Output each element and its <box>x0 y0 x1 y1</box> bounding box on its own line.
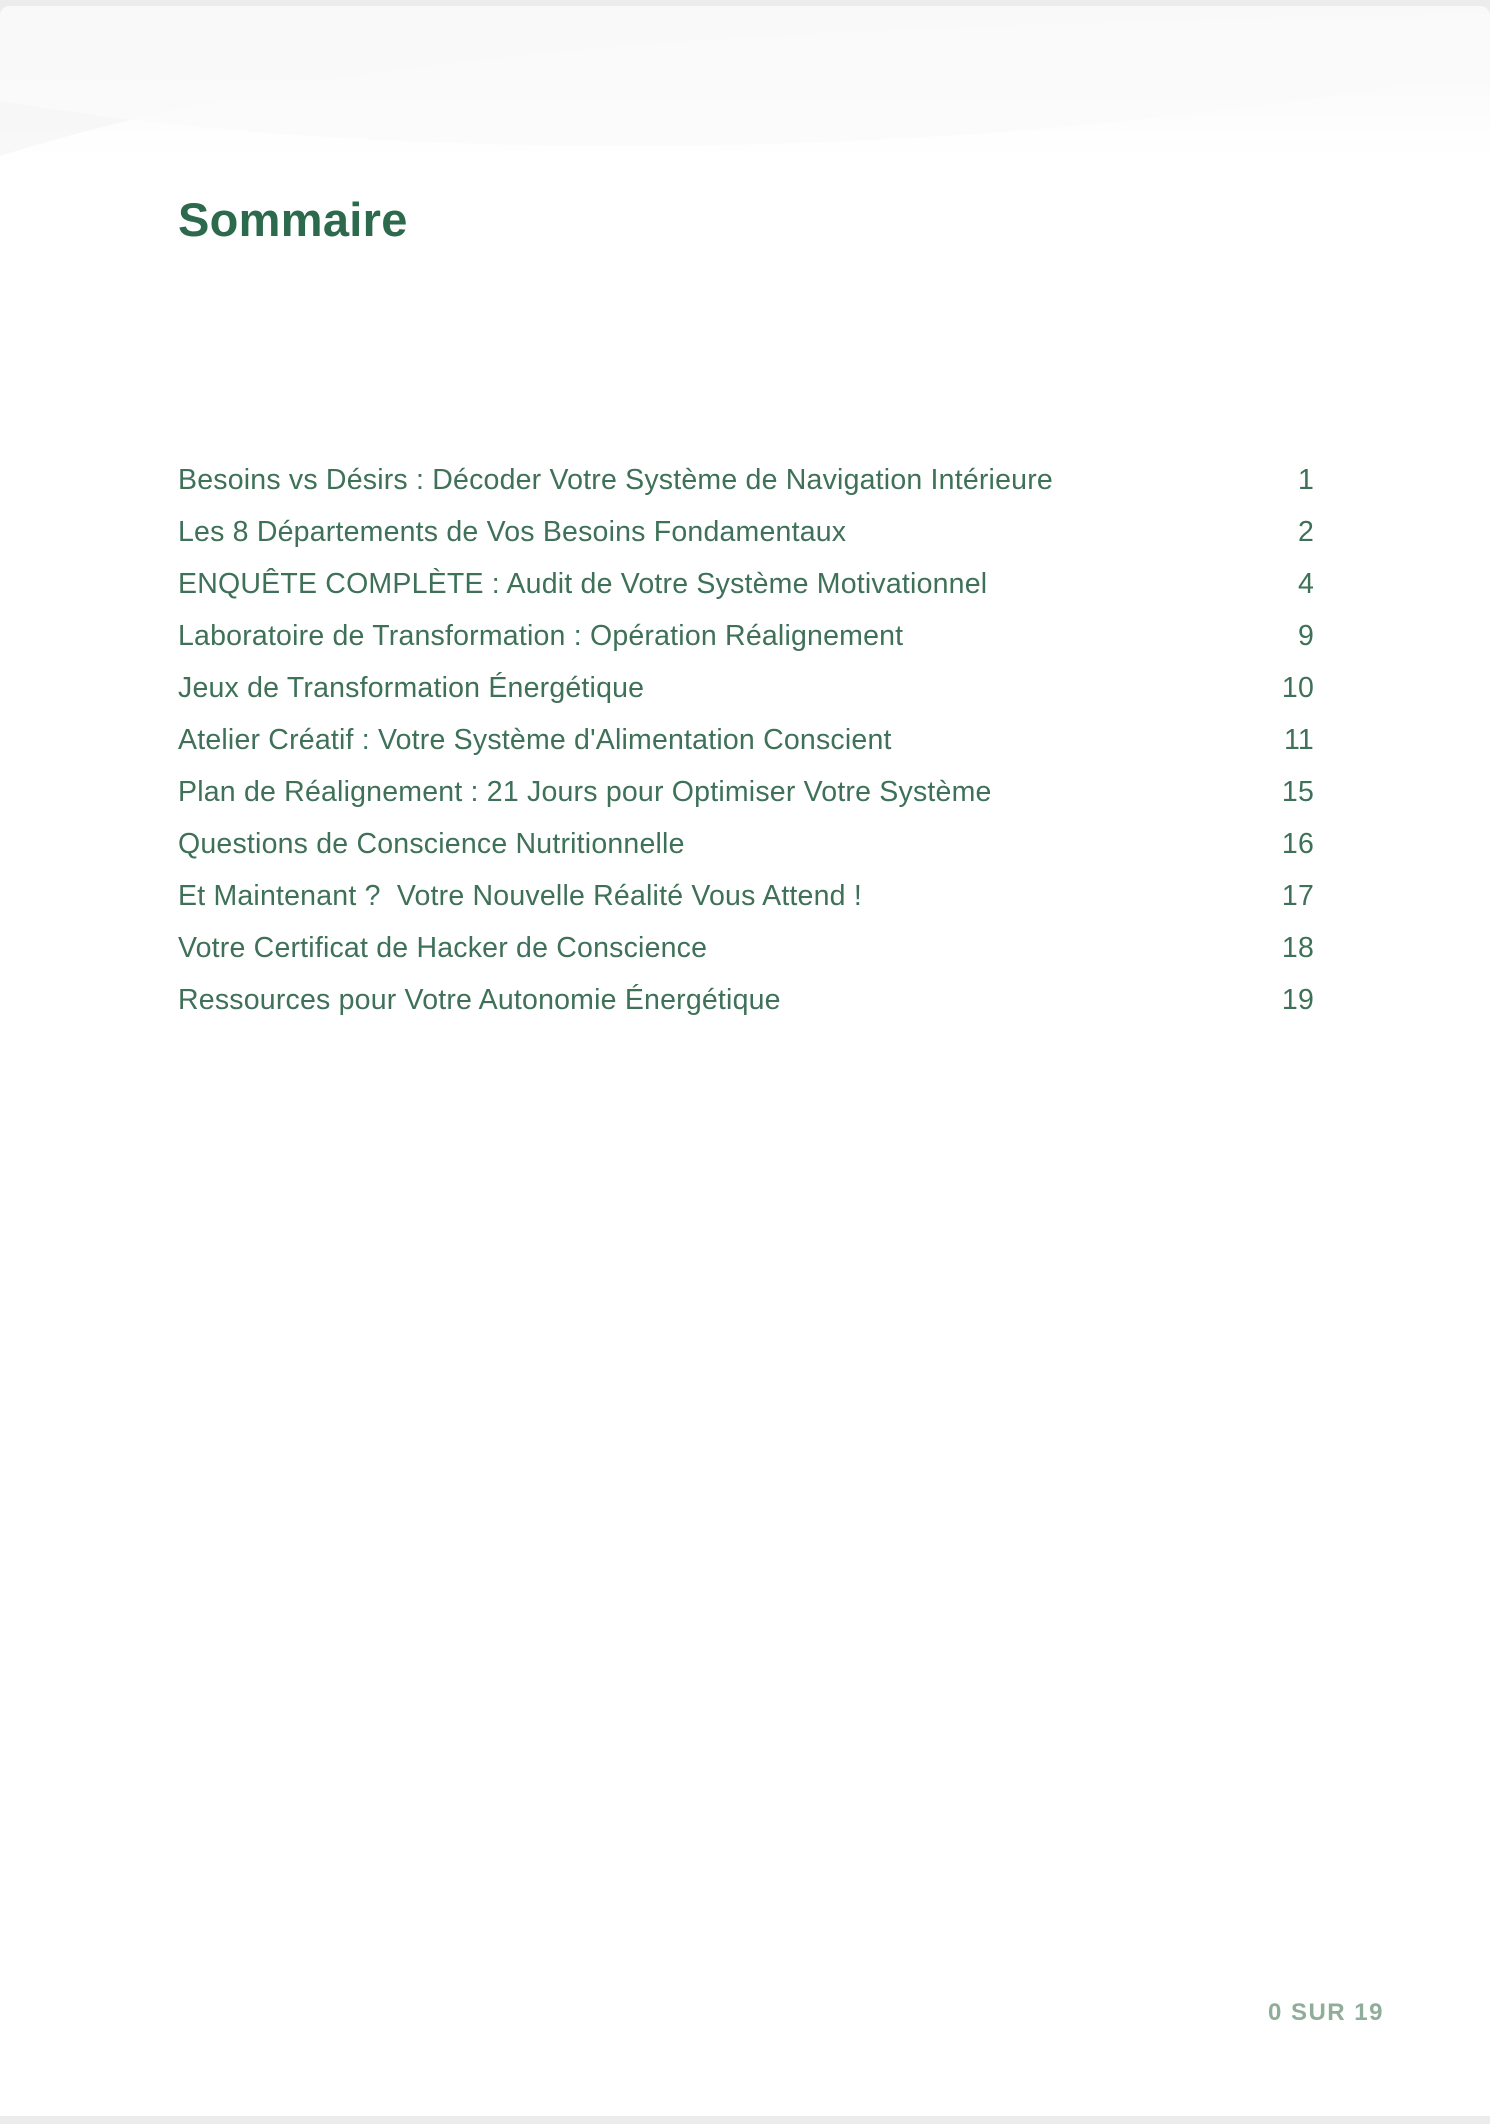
page-title: Sommaire <box>178 193 408 246</box>
toc-entry[interactable] <box>178 506 1314 558</box>
toc-entry[interactable] <box>178 454 1314 506</box>
toc-entry-title: Questions de Conscience Nutritionnelle <box>178 827 685 860</box>
toc-entry-page-number: 2 <box>1297 515 1314 548</box>
toc-entry-page-number: 17 <box>1281 879 1314 912</box>
toc-entry-title: Ressources pour Votre Autonomie Énergétique <box>178 983 781 1016</box>
page-number-indicator: 0 SUR 19 <box>1267 1999 1384 2026</box>
toc-entry-title: Jeux de Transformation Énergétique <box>178 671 645 704</box>
toc-entry[interactable] <box>178 558 1314 610</box>
toc-entry-title: ENQUÊTE COMPLÈTE : Audit de Votre Système Motivationnel <box>178 567 988 600</box>
toc-entry[interactable] <box>178 662 1314 714</box>
toc-entry-page-number: 10 <box>1281 671 1314 704</box>
toc-entry-title: Et Maintenant ? Votre Nouvelle Réalité Vous Attend ! <box>178 879 862 912</box>
toc-entry-page-number: 1 <box>1297 463 1314 496</box>
toc-entry-page-number: 18 <box>1281 931 1314 964</box>
toc-entry[interactable] <box>178 974 1314 1026</box>
toc-entry[interactable] <box>178 870 1314 922</box>
toc-entry-page-number: 16 <box>1281 827 1314 860</box>
toc-entry-page-number: 4 <box>1297 567 1314 600</box>
toc-entry-page-number: 19 <box>1281 983 1314 1016</box>
toc-entry-page-number: 11 <box>1284 723 1314 756</box>
toc-entry[interactable] <box>178 714 1314 766</box>
toc-entry-title: Laboratoire de Transformation : Opération Réalignement <box>178 619 904 652</box>
toc-entry[interactable] <box>178 766 1314 818</box>
toc-entry-title: Votre Certificat de Hacker de Conscience <box>178 931 708 964</box>
toc-entry-page-number: 9 <box>1297 619 1314 652</box>
toc-entry[interactable] <box>178 610 1314 662</box>
table-of-contents <box>178 454 1314 1026</box>
toc-entry-title: Les 8 Départements de Vos Besoins Fondamentaux <box>178 515 847 548</box>
toc-entry[interactable] <box>178 818 1314 870</box>
toc-entry-page-number: 15 <box>1281 775 1314 808</box>
toc-entry-title: Plan de Réalignement : 21 Jours pour Optimiser Votre Système <box>178 775 992 808</box>
toc-entry[interactable] <box>178 922 1314 974</box>
toc-entry-title: Besoins vs Désirs : Décoder Votre Système de Navigation Intérieure <box>178 463 1053 496</box>
toc-entry-title: Atelier Créatif : Votre Système d'Alimentation Conscient <box>178 723 892 756</box>
document-page <box>0 6 1490 2116</box>
